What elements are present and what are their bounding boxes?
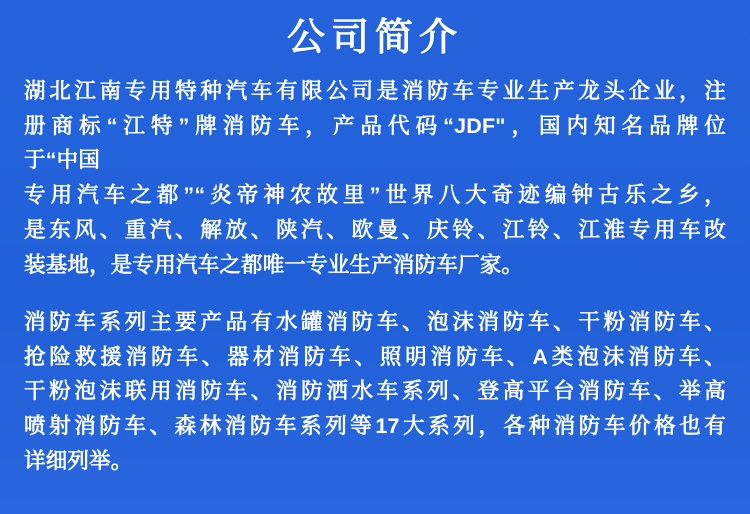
paragraph-line: 册商标“江特”牌消防车，产品代码“JDF"，国内知名品牌位 <box>24 113 726 138</box>
paragraph-intro <box>24 74 726 283</box>
paragraph-line: 是东风、重汽、解放、陕汽、欧曼、庆铃、江铃、江淮专用车改 <box>24 218 726 243</box>
paragraph-line: 详细列举。 <box>24 449 133 474</box>
paragraph-line: 干粉泡沫联用消防车、消防洒水车系列、登高平台消防车、举高 <box>24 379 726 404</box>
paragraph-line: 专用汽车之都”“炎帝神农故里”世界八大奇迹编钟古乐之乡， <box>24 183 726 208</box>
paragraph-line: 喷射消防车、森林消防车系列等17大系列，各种消防车价格也有 <box>24 414 726 439</box>
paragraph-line: 装基地，是专用汽车之都唯一专业生产消防车厂家。 <box>24 252 524 277</box>
paragraph-line: 湖北江南专用特种汽车有限公司是消防车专业生产龙头企业，注 <box>24 78 726 103</box>
paragraph-line: 抢险救援消防车、器材消防车、照明消防车、A类泡沫消防车、 <box>24 344 726 369</box>
page-body <box>18 74 732 479</box>
paragraph-line: 消防车系列主要产品有水罐消防车、泡沫消防车、干粉消防车、 <box>24 309 726 334</box>
paragraph-products <box>24 305 726 479</box>
page-title: 公司简介 <box>286 17 463 59</box>
paragraph-line: 于“中国 <box>24 148 101 173</box>
